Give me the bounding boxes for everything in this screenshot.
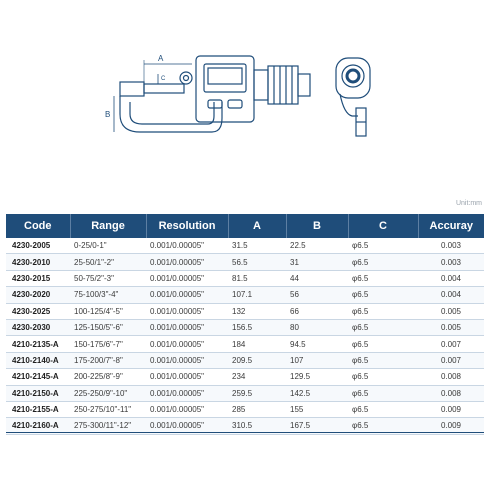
dimension-b-label: B — [105, 110, 111, 119]
cell-c: φ6.5 — [348, 418, 418, 434]
cell-accuracy: 0.005 — [418, 303, 484, 319]
cell-accuracy: 0.008 — [418, 385, 484, 401]
cell-resolution: 0.001/0.00005" — [146, 385, 228, 401]
cell-b: 56 — [286, 287, 348, 303]
sleeve — [254, 70, 268, 100]
cell-a: 107.1 — [228, 287, 286, 303]
header-b: B — [286, 214, 348, 238]
table-row — [6, 319, 484, 335]
table-row — [6, 385, 484, 401]
table-row — [6, 303, 484, 319]
cell-resolution: 0.001/0.00005" — [146, 336, 228, 352]
cell-a: 81.5 — [228, 270, 286, 286]
cell-resolution: 0.001/0.00005" — [146, 270, 228, 286]
table-row — [6, 238, 484, 254]
cell-range: 175-200/7"-8" — [70, 352, 146, 368]
spec-table — [6, 214, 484, 435]
unit-label: Unit:mm — [455, 200, 482, 207]
cell-b: 107 — [286, 352, 348, 368]
cell-b: 22.5 — [286, 238, 348, 254]
cell-range: 0-25/0-1" — [70, 238, 146, 254]
thimble — [268, 66, 298, 104]
cell-accuracy: 0.003 — [418, 254, 484, 270]
micrometer-frame — [120, 96, 222, 132]
micrometer-drawing — [100, 44, 380, 144]
cell-accuracy: 0.009 — [418, 418, 484, 434]
dimension-c-label: C — [161, 76, 166, 82]
cell-code: 4210-2135-A — [6, 336, 70, 352]
cell-range: 50-75/2"-3" — [70, 270, 146, 286]
cell-c: φ6.5 — [348, 385, 418, 401]
cell-resolution: 0.001/0.00005" — [146, 369, 228, 385]
cell-accuracy: 0.009 — [418, 401, 484, 417]
header-range: Range — [70, 214, 146, 238]
ratchet — [298, 74, 310, 96]
cell-code: 4230-2010 — [6, 254, 70, 270]
cell-c: φ6.5 — [348, 319, 418, 335]
cell-a: 56.5 — [228, 254, 286, 270]
table-row — [6, 336, 484, 352]
cell-resolution: 0.001/0.00005" — [146, 287, 228, 303]
cell-c: φ6.5 — [348, 352, 418, 368]
cell-a: 184 — [228, 336, 286, 352]
cell-range: 75-100/3"-4" — [70, 287, 146, 303]
cell-accuracy: 0.007 — [418, 352, 484, 368]
cell-code: 4210-2155-A — [6, 401, 70, 417]
table-header-row — [6, 214, 484, 238]
cell-b: 31 — [286, 254, 348, 270]
anvil — [120, 82, 144, 96]
cell-code: 4210-2140-A — [6, 352, 70, 368]
cell-b: 155 — [286, 401, 348, 417]
table-row — [6, 270, 484, 286]
table-row — [6, 352, 484, 368]
cell-code: 4230-2030 — [6, 319, 70, 335]
cell-a: 156.5 — [228, 319, 286, 335]
cell-a: 132 — [228, 303, 286, 319]
cell-code: 4210-2145-A — [6, 369, 70, 385]
cell-code: 4230-2005 — [6, 238, 70, 254]
header-code: Code — [6, 214, 70, 238]
cell-range: 125-150/5"-6" — [70, 319, 146, 335]
cell-c: φ6.5 — [348, 254, 418, 270]
table-row — [6, 254, 484, 270]
cell-c: φ6.5 — [348, 369, 418, 385]
header-resolution: Resolution — [146, 214, 228, 238]
cell-range: 250-275/10"-11" — [70, 401, 146, 417]
cell-resolution: 0.001/0.00005" — [146, 303, 228, 319]
cell-c: φ6.5 — [348, 270, 418, 286]
micrometer-body — [196, 56, 254, 122]
cell-a: 259.5 — [228, 385, 286, 401]
cell-resolution: 0.001/0.00005" — [146, 238, 228, 254]
cell-c: φ6.5 — [348, 336, 418, 352]
cell-range: 150-175/6"-7" — [70, 336, 146, 352]
header-c: C — [348, 214, 418, 238]
cell-range: 25-50/1"-2" — [70, 254, 146, 270]
cell-accuracy: 0.003 — [418, 238, 484, 254]
cell-code: 4230-2025 — [6, 303, 70, 319]
cell-range: 275-300/11"-12" — [70, 418, 146, 434]
cell-a: 234 — [228, 369, 286, 385]
cell-accuracy: 0.007 — [418, 336, 484, 352]
cell-range: 100-125/4"-5" — [70, 303, 146, 319]
cell-b: 44 — [286, 270, 348, 286]
cell-accuracy: 0.004 — [418, 270, 484, 286]
cell-code: 4230-2015 — [6, 270, 70, 286]
table-row — [6, 369, 484, 385]
cell-b: 129.5 — [286, 369, 348, 385]
lock-knob — [180, 72, 192, 84]
cell-range: 200-225/8"-9" — [70, 369, 146, 385]
table-bottom-rule — [6, 432, 484, 433]
cell-code: 4230-2020 — [6, 287, 70, 303]
table-row — [6, 401, 484, 417]
cell-a: 209.5 — [228, 352, 286, 368]
table-row — [6, 287, 484, 303]
header-a: A — [228, 214, 286, 238]
cell-accuracy: 0.004 — [418, 287, 484, 303]
cell-resolution: 0.001/0.00005" — [146, 319, 228, 335]
cell-b: 94.5 — [286, 336, 348, 352]
cell-a: 310.5 — [228, 418, 286, 434]
cell-resolution: 0.001/0.00005" — [146, 401, 228, 417]
cell-a: 285 — [228, 401, 286, 417]
header-accuracy: Accuray — [429, 220, 473, 232]
cell-b: 167.5 — [286, 418, 348, 434]
cell-resolution: 0.001/0.00005" — [146, 418, 228, 434]
cell-code: 4210-2160-A — [6, 418, 70, 434]
side-view-body — [336, 58, 370, 98]
cell-range: 225-250/9"-10" — [70, 385, 146, 401]
cell-c: φ6.5 — [348, 238, 418, 254]
cell-b: 66 — [286, 303, 348, 319]
cell-b: 142.5 — [286, 385, 348, 401]
cell-resolution: 0.001/0.00005" — [146, 254, 228, 270]
cell-accuracy: 0.005 — [418, 319, 484, 335]
cell-c: φ6.5 — [348, 303, 418, 319]
cell-resolution: 0.001/0.00005" — [146, 352, 228, 368]
dimension-a-label: A — [158, 54, 164, 63]
cell-c: φ6.5 — [348, 401, 418, 417]
cell-code: 4210-2150-A — [6, 385, 70, 401]
cell-b: 80 — [286, 319, 348, 335]
cell-accuracy: 0.008 — [418, 369, 484, 385]
spindle — [144, 84, 184, 93]
cell-c: φ6.5 — [348, 287, 418, 303]
cell-a: 31.5 — [228, 238, 286, 254]
